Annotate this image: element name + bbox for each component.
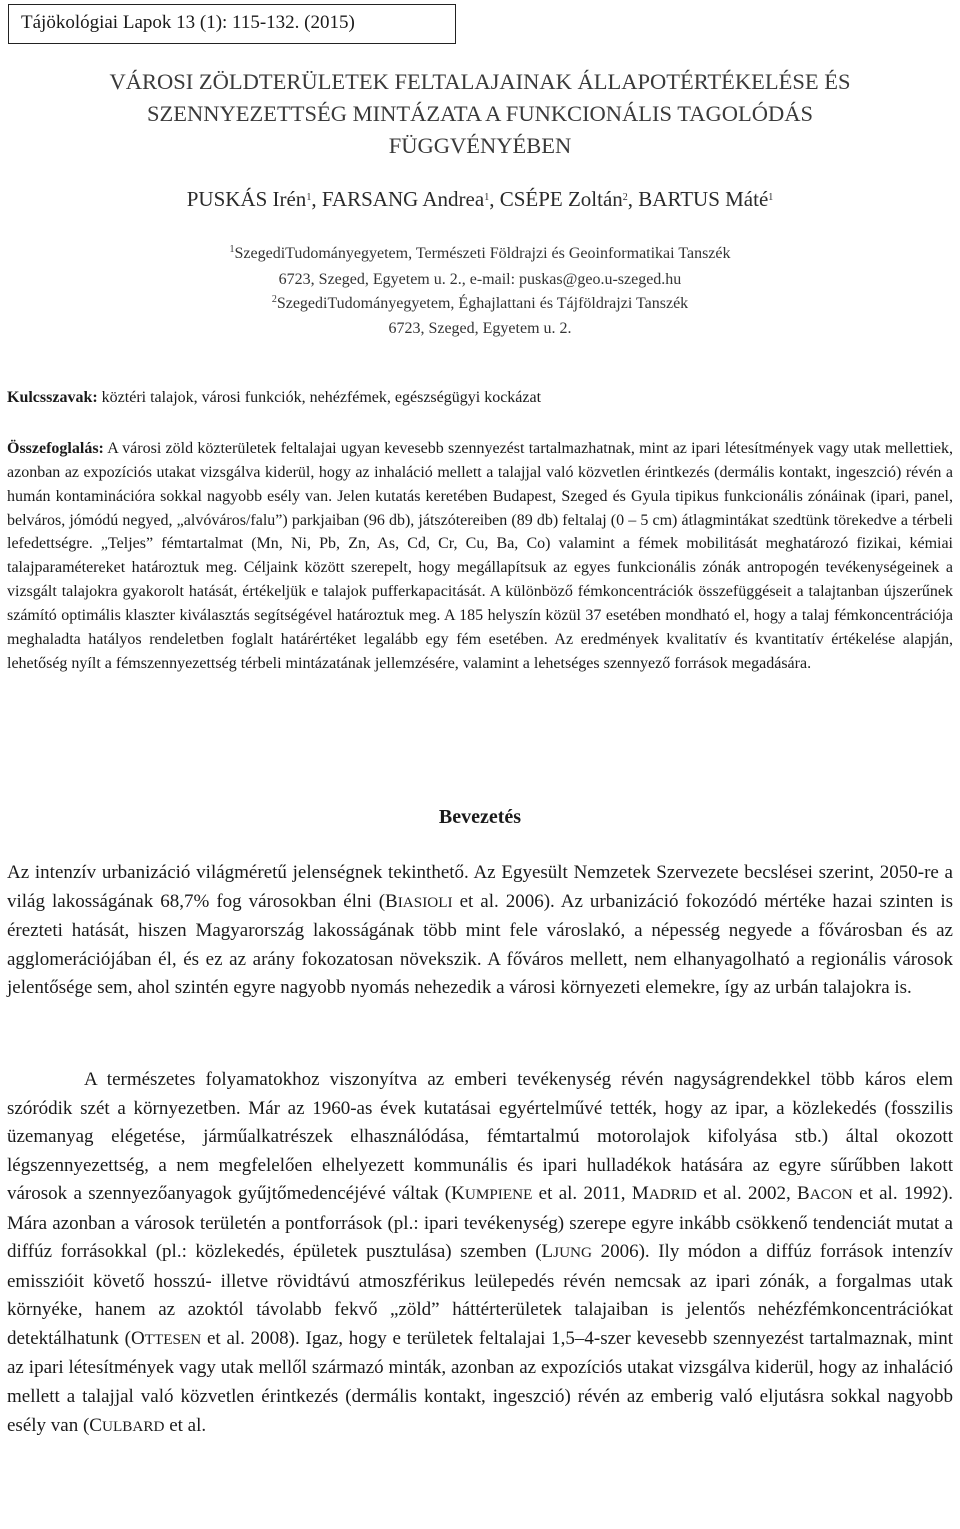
keywords-text: köztéri talajok, városi funkciók, nehézfémek, egészségügyi kockázat	[97, 389, 542, 406]
abstract-label: Összefoglalás:	[7, 440, 104, 457]
author-name: BARTUS Máté	[638, 187, 769, 211]
paper-title	[0, 66, 960, 162]
body-paragraph: A természetes folyamatokhoz viszonyítva az emberi tevékenység révén nagyságrendekkel több káros elem szóródik szét a környezetben. Már az 1960-as évek kutatásai egyértelművé tették, hogy az ipar, a közlekedés (fosszilis üzemanyag elégetése, járműalkatrészek elhasználódása, fémtartalmú motorolajok kifolyása stb.) által okozott légszennyezettség, a nem megfelelően elhelyezett kommunális és ipari hulladékok hatására az egyre sűrűbben lakott városok a szennyezőanyagok gyűjtőmedencéjévé váltak (KUMPIENE et al. 2011, MADRID et al. 2002, BACON et al. 1992). Mára azonban a városok területén a pontforrások (pl.: ipari tevékenység) szerepe egyre inkább csökkenő tendenciát mutat a diffúz forrásokkal (pl.: közlekedés, épületek pusztulása) szemben (LJUNG 2006). Ily módon a diffúz források intenzív emisszióit követő hosszú- illetve rövidtávú atmoszférikus leülepedés révén nemcsak az ipari zónák, a forgalmas utak környéke, hanem az azoktól távolabb fekvő „zöld” háttérterületek talajaiban is jelentős nehézfémkoncentrációkat detektálhatunk (OTTESEN et al. 2008). Igaz, hogy e területek feltalajai 1,5–4-szer kevesebb szennyezést tartalmaznak, mint az ipari létesítmények vagy utak mellől származó minták, azonban az expozíciós utakat vizsgálva kiderül, hogy az inhaláció mellett a talajjal való közvetlen érintkezés (dermális kontakt, ingeszció) révén az emberig való eljutásra sokkal nagyobb esély van (CULBARD et al.	[7, 1069, 953, 1436]
abstract-text: A városi zöld közterületek feltalajai ugyan kevesebb szennyezést tartalmazhatnak, mint az ipari létesítmények vagy utak mellettiek, azonban az expozíciós utakat vizsgálva kiderül, hogy az inhaláció mellett a talajjal való közvetlen érintkezés (dermális kontakt, ingeszció) révén a humán kontaminációra sokkal nagyobb esély van. Jelen kutatás keretében Budapest, Szeged és Gyula tipikus funkcionális zónáinak (ipari, panel, belváros, jómódú negyed, „alvóváros/falu”) parkjaiban (96 db), játszótereiben (89 db) feltalaj (0 – 5 cm) átlagmintákat szedtünk törekedve a térbeli lefedettségre. „Teljes” fémtartalmat (Mn, Ni, Pb, Zn, As, Cd, Cr, Cu, Ba, Co) valamint a fémek mobilitását meghatározó fizikai, kémiai talajparamétereket határoztuk meg. Céljaink között szerepelt, hogy megállapítsuk az egyes funkcionális zónák antropogén tevékenységeinek a vizsgált talajokra gyakorolt hatását, értékeljük e talajok pufferkapacitását. A különböző fémkoncentrációk összefüggéseit a talajtanban újszerűnek számító optimális klaszter kiválasztás segítségével határoztuk meg. A 185 helyszín közül 37 esetében mondható el, hogy a talaj fémkoncentrációja meghaladta hatályos rendeletben foglalt határértéket legalább egy fém esetében. Az eredmények kvalitatív és kvantitatív értékelése alapján, lehetőség nyílt a fémszennyezettség térbeli mintázatának jellemzésére, valamint a lehetséges szennyező források megadására.	[7, 440, 953, 672]
abstract	[7, 437, 953, 675]
citation-author: JUNG	[553, 1244, 592, 1262]
title-line: VÁROSI ZÖLDTERÜLETEK FELTALAJAINAK ÁLLAPOTÉRTÉKELÉSE ÉS	[109, 69, 851, 94]
citation-author: ACON	[809, 1186, 853, 1204]
journal-citation-box	[8, 4, 456, 44]
affiliation-mark: 1	[484, 192, 490, 203]
author-name: CSÉPE Zoltán	[499, 187, 623, 211]
citation-author: ULBARD	[101, 1417, 165, 1435]
author-name: PUSKÁS Irén	[186, 187, 307, 211]
affiliation-address: 6723, Szeged, Egyetem u. 2., e-mail: puskas@geo.u-szeged.hu	[278, 271, 682, 288]
citation-author: ADRID	[648, 1186, 697, 1204]
journal-citation: Tájökológiai Lapok 13 (1): 115-132. (2015)	[21, 12, 355, 33]
author-name: FARSANG Andrea	[321, 187, 485, 211]
title-line: SZENNYEZETTSÉG MINTÁZATA A FUNKCIONÁLIS TAGOLÓDÁS	[147, 101, 813, 126]
author-separator: ,	[489, 187, 500, 211]
author-separator: ,	[311, 187, 322, 211]
affiliation-line: $^2$SzegediTudományegyetem, Éghajlattani és Tájföldrajzi Tanszék	[271, 294, 689, 312]
affiliation-mark: 2	[622, 192, 628, 203]
citation-author: UMPIENE	[464, 1186, 533, 1204]
title-line: FÜGGVÉNYÉBEN	[388, 133, 572, 158]
citation-author: IASIOLI	[397, 893, 453, 911]
affiliation-line: $^1$SzegediTudományegyetem, Természeti Földrajzi és Geoinformatikai Tanszék	[229, 244, 731, 262]
author-separator: ,	[627, 187, 639, 211]
keywords	[7, 386, 957, 410]
affiliation-mark: 2	[271, 294, 277, 305]
body-paragraph: Az intenzív urbanizáció világméretű jelenségnek tekinthető. Az Egyesült Nemzetek Szervezete becslései szerint, 2050-re a világ lakosságának 68,7% fog városokban élni (BIASIOLI et al. 2006). Az urbanizáció fokozódó mértéke hazai szinten is érezteti hatását, hiszen Magyarország lakosságának több mint fele városlakó, a népesség negyede a fővárosban és az agglomerációjában él, és ez az arány fokozatosan növekszik. A főváros mellett, nem elhanyagolható a regionális városok jelentősége sem, ahol szintén egyre nagyobb nyomás nehezedik a városi környezeti elemekre, így az urbán talajokra is.	[7, 862, 953, 998]
affiliation-mark: 1	[229, 244, 235, 255]
keywords-label: Kulcsszavak:	[7, 389, 98, 406]
affiliation-mark: 1	[306, 192, 312, 203]
citation-author: TTESEN	[144, 1330, 202, 1348]
author-list	[0, 184, 960, 214]
affiliation-address: 6723, Szeged, Egyetem u. 2.	[388, 320, 572, 337]
affiliation-mark: 1	[768, 192, 774, 203]
section-heading: Bevezetés	[438, 806, 522, 828]
